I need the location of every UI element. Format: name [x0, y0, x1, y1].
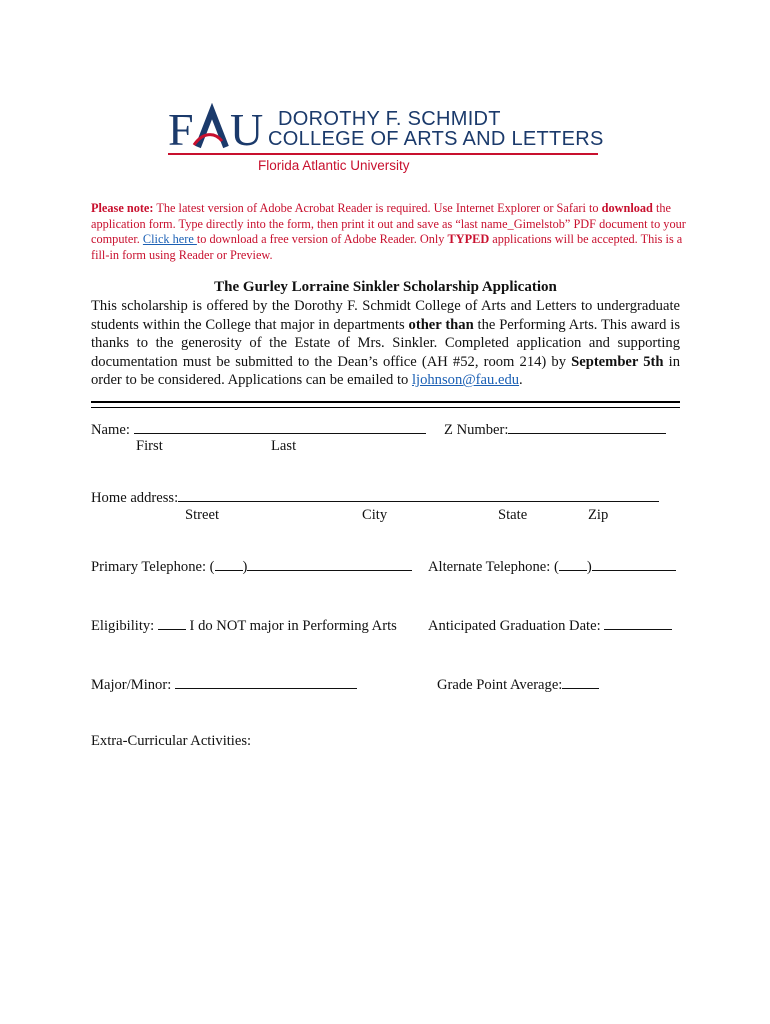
email-link[interactable]: ljohnson@fau.edu — [411, 372, 520, 389]
eligibility-label: Eligibility: — [91, 618, 155, 634]
state-caption: State — [498, 507, 528, 523]
svg-text:U: U — [230, 104, 264, 153]
primary-phone-label: Primary Telephone: ( — [91, 559, 215, 575]
first-caption: First — [136, 438, 163, 454]
znumber-input[interactable] — [508, 419, 666, 434]
page-title: The Gurley Lorraine Sinkler Scholarship Application — [214, 279, 557, 295]
last-caption: Last — [271, 438, 297, 454]
graduation-date-label: Anticipated Graduation Date: — [428, 618, 601, 634]
intro-text: in order to be considered. Applications can be emailed to — [91, 353, 680, 389]
major-input[interactable] — [175, 674, 357, 689]
notice-text: The latest version of Adobe Acrobat Reader is required. Use Internet Explorer or Safari to — [153, 201, 602, 215]
notice-text: to download a free version of Adobe Reader. Only — [196, 232, 448, 246]
gpa-field — [437, 674, 599, 694]
activities-input[interactable] — [91, 756, 680, 996]
gpa-label: Grade Point Average: — [437, 677, 563, 693]
eligibility-field — [91, 615, 397, 635]
street-caption: Street — [185, 507, 220, 523]
znumber-field — [444, 419, 666, 439]
graduation-date-field — [428, 615, 672, 635]
eligibility-input[interactable] — [158, 615, 186, 630]
svg-text:F: F — [168, 104, 192, 153]
college-name-line1: DOROTHY F. SCHMIDT — [278, 108, 501, 130]
adobe-notice — [91, 201, 686, 263]
notice-lead: Please note: — [91, 201, 154, 215]
graduation-date-input[interactable] — [604, 615, 672, 630]
address-label: Home address: — [91, 490, 179, 506]
notice-text: the application form. Type directly into the form, then print it out and save as “last name_Gimelstob” PDF document to your computer. — [91, 201, 686, 246]
university-name: Florida Atlantic University — [258, 158, 410, 173]
primary-phone-field — [91, 556, 412, 576]
section-divider — [91, 401, 680, 408]
primary-area-code-input[interactable] — [215, 556, 243, 571]
address-field — [91, 487, 659, 507]
eligibility-statement: I do NOT major in Performing Arts — [185, 618, 397, 634]
deadline: September 5th — [571, 353, 664, 370]
notice-typed: TYPED — [447, 232, 490, 246]
alt-area-code-input[interactable] — [559, 556, 587, 571]
alt-phone-label: Alternate Telephone: ( — [428, 559, 559, 575]
zip-caption: Zip — [588, 507, 609, 523]
alt-phone-field — [428, 556, 676, 576]
intro-paragraph — [91, 297, 680, 390]
name-label: Name: — [91, 422, 130, 438]
paren: ) — [242, 559, 248, 575]
intro-text: This scholarship is offered by the Dorothy F. Schmidt College of Arts and Letters to undergraduate students within the College that major in departments — [91, 298, 680, 333]
address-input[interactable] — [178, 487, 659, 502]
name-field — [91, 419, 426, 439]
activities-label: Extra-Curricular Activities: — [91, 733, 252, 749]
intro-text: the Performing Arts. This award is thanks to the generosity of the Estate of Mrs. Sinkler. Completed application and supporting documentation must be submitted to the Dean’s office (AH #52, room 214) by — [91, 316, 680, 370]
city-caption: City — [362, 507, 388, 523]
college-name-line2: COLLEGE OF ARTS AND LETTERS — [268, 128, 604, 150]
fau-logo-mark — [168, 103, 266, 153]
paren: ) — [586, 559, 592, 575]
intro-text: . — [519, 372, 523, 389]
notice-download: download — [601, 201, 653, 215]
primary-phone-input[interactable] — [247, 556, 412, 571]
logo-divider — [168, 153, 598, 155]
notice-text: applications will be accepted. This is a fill-in form using Reader or Preview. — [91, 232, 683, 262]
major-label: Major/Minor: — [91, 677, 172, 693]
major-field — [91, 674, 357, 694]
intro-emphasis: other than — [408, 316, 474, 333]
adobe-reader-link[interactable]: Click here — [142, 232, 197, 246]
gpa-input[interactable] — [562, 674, 599, 689]
znumber-label: Z Number: — [444, 422, 509, 438]
name-input[interactable] — [134, 419, 426, 434]
alt-phone-input[interactable] — [592, 556, 676, 571]
